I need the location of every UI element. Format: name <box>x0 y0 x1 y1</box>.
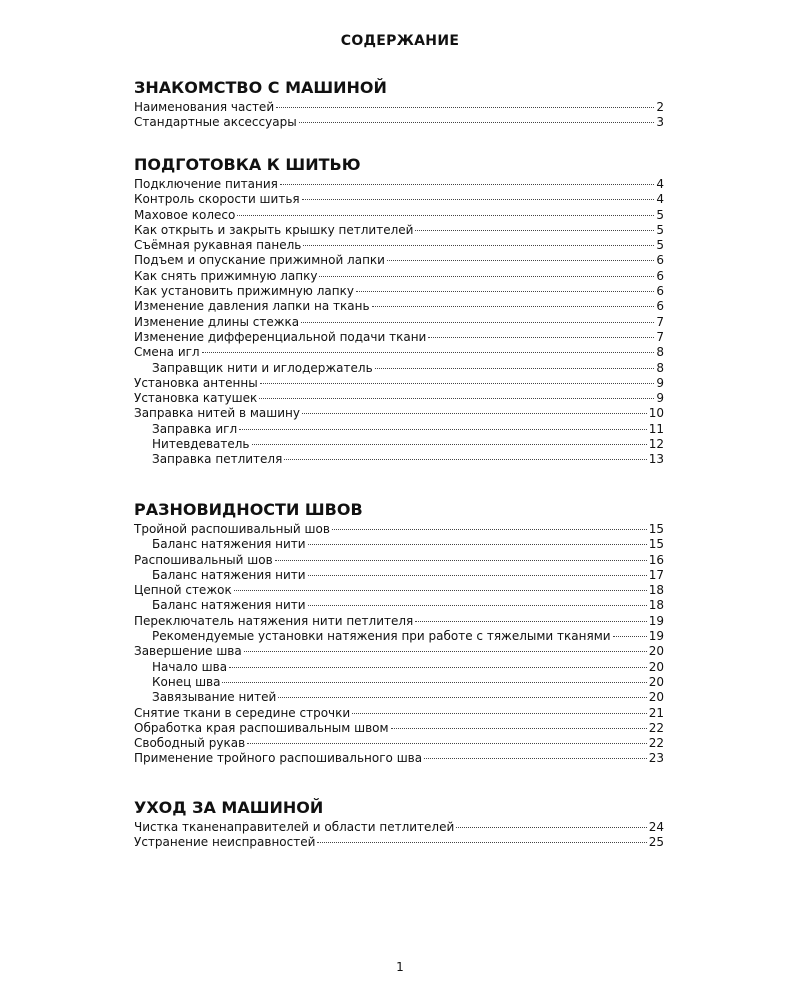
toc-entry-page: 2 <box>656 100 664 114</box>
toc-subentry <box>134 629 664 644</box>
dot-leader <box>391 728 647 729</box>
toc-entry-label: Наименования частей <box>134 100 275 114</box>
toc-entry-page: 13 <box>648 452 664 467</box>
toc-section-maintenance <box>134 798 664 851</box>
toc-entry-label: Применение тройного распошивального шва <box>134 751 423 766</box>
toc-entry-label: Маховое колесо <box>134 207 236 222</box>
toc-subentry <box>134 660 664 675</box>
dot-leader <box>275 560 647 561</box>
toc-entry <box>134 835 664 850</box>
toc-entry-label: Заправка нитей в машину <box>134 406 301 421</box>
page-number: 1 <box>396 960 404 974</box>
toc-entry-page: 20 <box>648 674 664 689</box>
toc-entry <box>134 208 664 223</box>
toc-section-introduction <box>134 78 664 131</box>
toc-entry-label: Переключатель натяжения нити петлителя <box>134 613 414 628</box>
dot-leader <box>387 260 654 261</box>
dot-leader <box>284 459 646 460</box>
toc-entry-label: Завершение шва <box>134 644 242 659</box>
toc-entry-label: Чистка тканенаправителей и области петлителей <box>134 820 455 834</box>
toc-entry-label: Заправщик нити и иглодержатель <box>152 360 373 375</box>
toc-entry-label: Конец шва <box>152 674 221 689</box>
section-heading: УХОД ЗА МАШИНОЙ <box>134 798 324 817</box>
section-heading: ЗНАКОМСТВО С МАШИНОЙ <box>134 78 387 97</box>
dot-leader <box>202 352 655 353</box>
dot-leader <box>259 398 654 399</box>
toc-entries <box>134 177 664 468</box>
dot-leader <box>415 621 646 622</box>
toc-entry <box>134 115 664 130</box>
dot-leader <box>244 651 647 652</box>
toc-entry-label: Баланс натяжения нити <box>152 567 306 582</box>
toc-entry <box>134 522 664 537</box>
toc-entry <box>134 553 664 568</box>
dot-leader <box>424 758 647 759</box>
toc-entry-page: 6 <box>656 268 664 283</box>
toc-entry-label: Завязывание нитей <box>152 690 277 705</box>
toc-entry-page: 23 <box>648 751 664 766</box>
section-heading: РАЗНОВИДНОСТИ ШВОВ <box>134 500 363 519</box>
dot-leader <box>428 337 654 338</box>
toc-entry <box>134 736 664 751</box>
toc-entry-label: Подключение питания <box>134 177 278 191</box>
toc-entry <box>134 192 664 207</box>
toc-subentry <box>134 452 664 467</box>
toc-entry-page: 20 <box>648 644 664 659</box>
dot-leader <box>260 383 655 384</box>
toc-entry-label: Заправка петлителя <box>152 452 283 467</box>
toc-entry <box>134 376 664 391</box>
toc-entry-page: 6 <box>656 284 664 299</box>
toc-entry-label: Контроль скорости шитья <box>134 192 300 207</box>
toc-entry-label: Как снять прижимную лапку <box>134 268 318 283</box>
dot-leader <box>301 322 654 323</box>
toc-entry-page: 6 <box>656 253 664 268</box>
toc-subentry <box>134 537 664 552</box>
toc-entry-page: 20 <box>648 659 664 674</box>
toc-entry-page: 5 <box>656 238 664 253</box>
toc-entry-page: 8 <box>656 345 664 360</box>
dot-leader <box>237 215 654 216</box>
toc-entry-page: 9 <box>656 391 664 406</box>
dot-leader <box>302 413 647 414</box>
section-heading: ПОДГОТОВКА К ШИТЬЮ <box>134 155 361 174</box>
toc-entry-page: 6 <box>656 299 664 314</box>
toc-entry-page: 3 <box>656 115 664 130</box>
toc-entry-label: Баланс натяжения нити <box>152 537 306 552</box>
toc-entry-label: Распошивальный шов <box>134 552 273 567</box>
toc-entry-label: Изменение дифференциальной подачи ткани <box>134 329 427 344</box>
dot-leader <box>356 291 654 292</box>
toc-entry <box>134 299 664 314</box>
toc-entry-page: 17 <box>648 567 664 582</box>
toc-entry-page: 7 <box>656 329 664 344</box>
toc-entry <box>134 330 664 345</box>
toc-entry-page: 9 <box>656 375 664 390</box>
toc-entry-label: Заправка игл <box>152 421 238 436</box>
toc-subentry <box>134 598 664 613</box>
toc-entry <box>134 644 664 659</box>
toc-subentry <box>134 690 664 705</box>
toc-subentry <box>134 422 664 437</box>
dot-leader <box>234 590 647 591</box>
dot-leader <box>229 667 647 668</box>
dot-leader <box>317 842 646 843</box>
dot-leader <box>278 697 646 698</box>
toc-entry-page: 16 <box>648 552 664 567</box>
toc-entry <box>134 820 664 835</box>
toc-entry-page: 24 <box>648 820 664 834</box>
toc-entry-label: Свободный рукав <box>134 736 246 751</box>
toc-entry-page: 22 <box>648 720 664 735</box>
toc-entry-page: 10 <box>648 406 664 421</box>
toc-entries <box>134 100 664 131</box>
toc-entry <box>134 269 664 284</box>
toc-entry-label: Изменение длины стежка <box>134 314 300 329</box>
dot-leader <box>375 368 655 369</box>
page-title: СОДЕРЖАНИЕ <box>340 33 460 49</box>
toc-entry-label: Съёмная рукавная панель <box>134 238 302 253</box>
toc-entry-page: 4 <box>656 177 664 191</box>
toc-subentry <box>134 675 664 690</box>
toc-entry <box>134 406 664 421</box>
dot-leader <box>372 306 655 307</box>
toc-entry-page: 15 <box>648 537 664 552</box>
dot-leader <box>222 682 646 683</box>
dot-leader <box>239 429 647 430</box>
toc-entry-label: Установка антенны <box>134 375 258 390</box>
toc-entry-label: Смена игл <box>134 345 200 360</box>
toc-entry-label: Подъем и опускание прижимной лапки <box>134 253 385 268</box>
toc-entry-page: 19 <box>648 613 664 628</box>
toc-entry-label: Обработка края распошивальным швом <box>134 720 389 735</box>
dot-leader <box>332 529 647 530</box>
dot-leader <box>308 575 647 576</box>
dot-leader <box>456 827 646 828</box>
toc-entry-label: Нитевдеватель <box>152 437 250 452</box>
toc-entries <box>134 522 664 767</box>
toc-entry-page: 18 <box>648 598 664 613</box>
toc-entry-page: 21 <box>648 705 664 720</box>
dot-leader <box>247 743 647 744</box>
toc-entry <box>134 614 664 629</box>
toc-entry-label: Как открыть и закрыть крышку петлителей <box>134 222 414 237</box>
dot-leader <box>308 605 647 606</box>
dot-leader <box>308 544 647 545</box>
toc-entry-label: Установка катушек <box>134 391 258 406</box>
toc-entry <box>134 253 664 268</box>
toc-section-preparation <box>134 155 664 468</box>
dot-leader <box>280 184 655 185</box>
toc-entry <box>134 284 664 299</box>
toc-entry-label: Снятие ткани в середине строчки <box>134 705 351 720</box>
toc-entry <box>134 100 664 115</box>
dot-leader <box>319 276 654 277</box>
toc-subentry <box>134 568 664 583</box>
toc-entry <box>134 238 664 253</box>
toc-entry-page: 4 <box>656 192 664 207</box>
toc-entry-page: 8 <box>656 360 664 375</box>
dot-leader <box>276 107 654 108</box>
toc-entry-page: 18 <box>648 583 664 598</box>
toc-entry-label: Устранение неисправностей <box>134 835 316 850</box>
dot-leader <box>303 245 654 246</box>
toc-entries <box>134 820 664 851</box>
toc-entry-page: 11 <box>648 421 664 436</box>
toc-entry <box>134 583 664 598</box>
dot-leader <box>415 230 654 231</box>
toc-entry-label: Как установить прижимную лапку <box>134 284 354 299</box>
toc-entry-label: Начало шва <box>152 659 228 674</box>
toc-entry-page: 5 <box>656 222 664 237</box>
toc-entry <box>134 223 664 238</box>
toc-entry-page: 12 <box>648 437 664 452</box>
toc-entry-page: 19 <box>648 629 664 644</box>
toc-entry-page: 7 <box>656 314 664 329</box>
toc-entry-label: Рекомендуемые установки натяжения при работе с тяжелыми тканями <box>152 629 611 644</box>
toc-entry <box>134 751 664 766</box>
dot-leader <box>352 713 647 714</box>
toc-section-seam-types <box>134 500 664 767</box>
toc-entry-page: 22 <box>648 736 664 751</box>
dot-leader <box>252 444 647 445</box>
toc-entry-label: Баланс натяжения нити <box>152 598 306 613</box>
dot-leader <box>302 199 655 200</box>
toc-entry-page: 25 <box>648 835 664 850</box>
toc-entry-page: 5 <box>656 207 664 222</box>
toc-entry <box>134 391 664 406</box>
dot-leader <box>613 636 647 637</box>
dot-leader <box>299 122 655 123</box>
toc-entry-page: 15 <box>648 522 664 536</box>
toc-entry-page: 20 <box>648 690 664 705</box>
toc-subentry <box>134 361 664 376</box>
toc-entry-label: Стандартные аксессуары <box>134 115 297 130</box>
toc-entry <box>134 721 664 736</box>
toc-entry-label: Изменение давления лапки на ткань <box>134 299 370 314</box>
toc-entry <box>134 315 664 330</box>
toc-entry <box>134 706 664 721</box>
toc-entry <box>134 345 664 360</box>
toc-entry-label: Цепной стежок <box>134 583 232 598</box>
toc-subentry <box>134 437 664 452</box>
toc-entry-label: Тройной распошивальный шов <box>134 522 330 536</box>
toc-entry <box>134 177 664 192</box>
